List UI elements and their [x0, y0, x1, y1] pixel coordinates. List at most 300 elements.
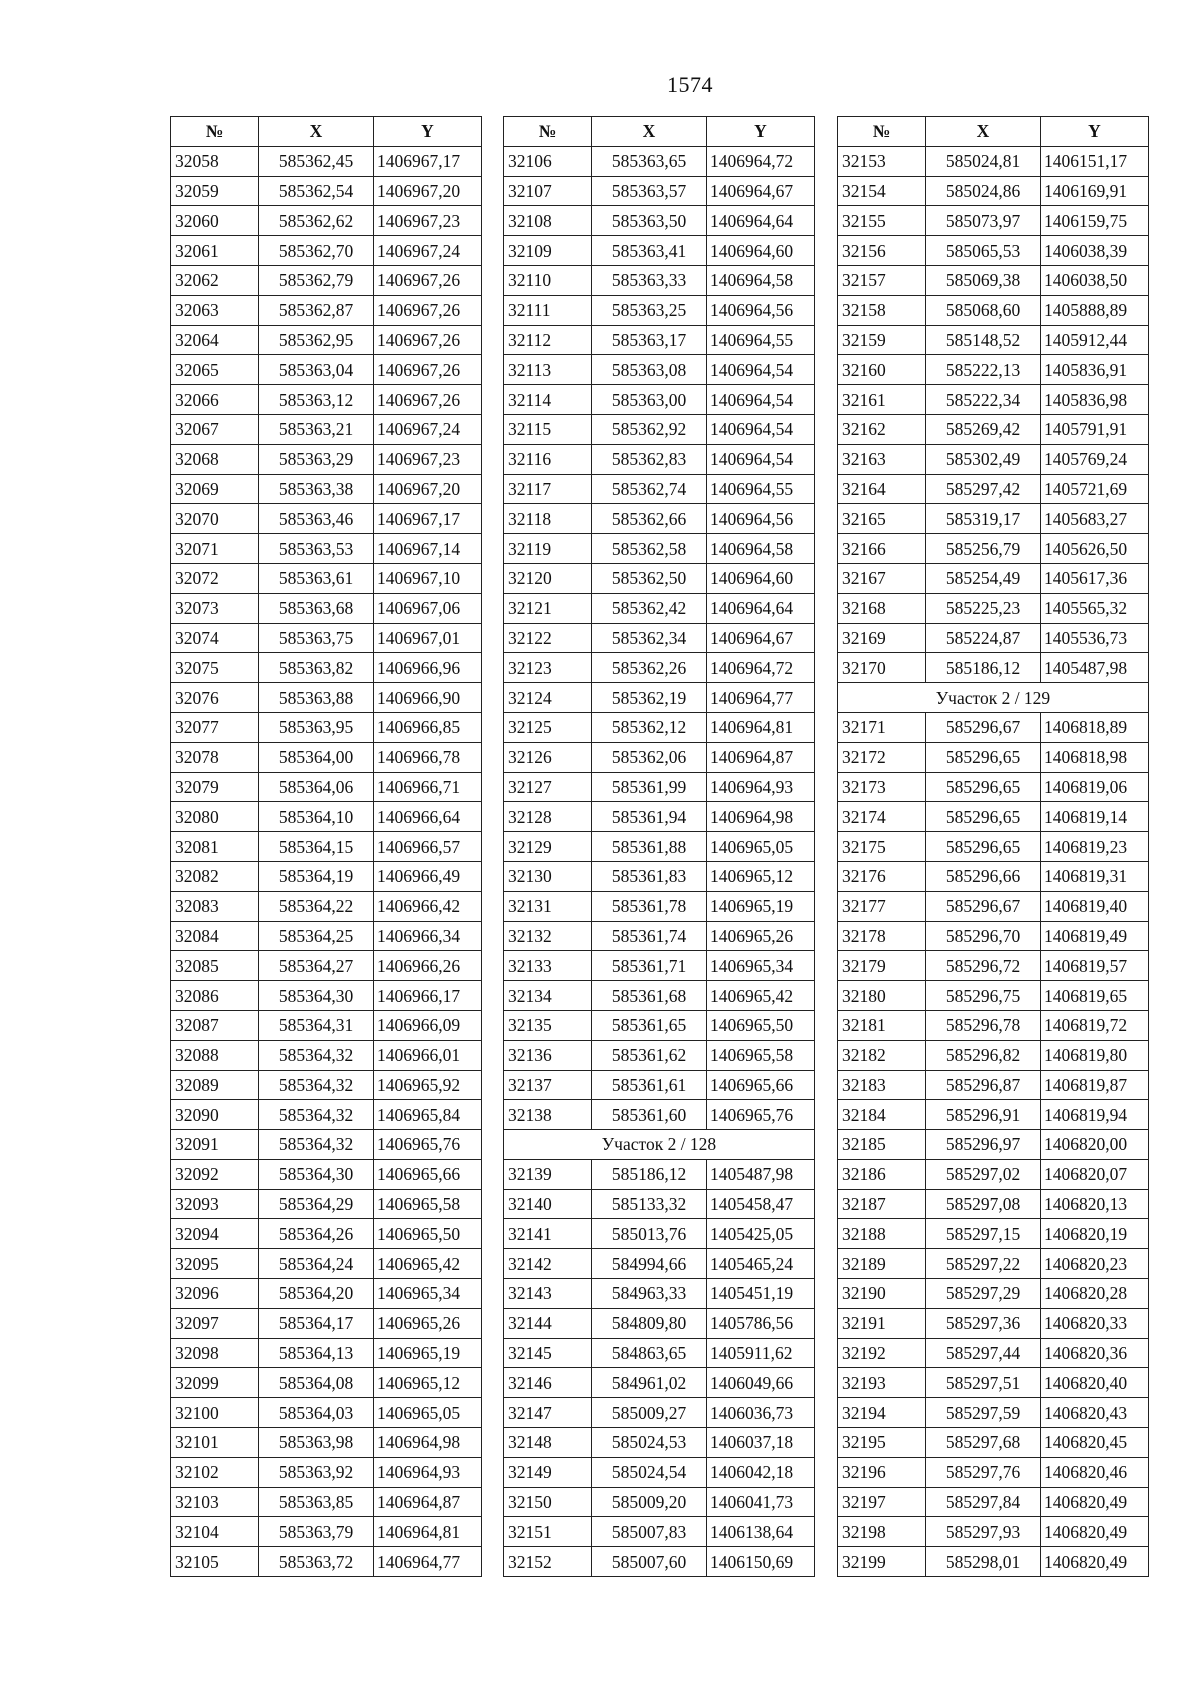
point-number-cell: 32082 [171, 861, 259, 891]
point-number-cell: 32145 [504, 1338, 592, 1368]
x-coordinate-cell: 585363,08 [592, 355, 707, 385]
y-coordinate-cell: 1405769,24 [1041, 444, 1149, 474]
point-number-cell: 32198 [838, 1517, 926, 1547]
x-coordinate-cell: 585363,50 [592, 206, 707, 236]
table-row [504, 712, 815, 742]
y-coordinate-cell: 1406819,40 [1041, 891, 1149, 921]
x-coordinate-cell: 585024,54 [592, 1457, 707, 1487]
point-number-cell: 32099 [171, 1368, 259, 1398]
x-coordinate-cell: 585296,97 [926, 1130, 1041, 1160]
y-coordinate-cell: 1406038,50 [1041, 265, 1149, 295]
table-row [838, 1547, 1149, 1577]
y-coordinate-cell: 1406965,76 [707, 1100, 815, 1130]
point-number-cell: 32062 [171, 265, 259, 295]
x-coordinate-cell: 585363,95 [259, 712, 374, 742]
table-row [838, 772, 1149, 802]
x-coordinate-cell: 585024,81 [926, 146, 1041, 176]
point-number-cell: 32170 [838, 653, 926, 683]
table-row [504, 534, 815, 564]
x-coordinate-cell: 585362,62 [259, 206, 374, 236]
point-number-cell: 32162 [838, 414, 926, 444]
y-coordinate-cell: 1406964,54 [707, 355, 815, 385]
x-coordinate-cell: 585363,61 [259, 563, 374, 593]
table-row [838, 712, 1149, 742]
table-row [504, 265, 815, 295]
x-coordinate-cell: 585364,27 [259, 951, 374, 981]
table-row [504, 355, 815, 385]
point-number-cell: 32147 [504, 1398, 592, 1428]
y-coordinate-cell: 1405791,91 [1041, 414, 1149, 444]
table-row [171, 623, 482, 653]
table-row [171, 653, 482, 683]
y-coordinate-cell: 1406037,18 [707, 1428, 815, 1458]
point-number-cell: 32083 [171, 891, 259, 921]
point-number-cell: 32167 [838, 563, 926, 593]
table-row [504, 1189, 815, 1219]
y-coordinate-cell: 1406159,75 [1041, 206, 1149, 236]
coordinates-table-1 [170, 116, 482, 1577]
y-coordinate-cell: 1406819,06 [1041, 772, 1149, 802]
x-coordinate-cell: 585364,32 [259, 1130, 374, 1160]
table-row [838, 1457, 1149, 1487]
x-coordinate-cell: 585364,25 [259, 921, 374, 951]
y-coordinate-cell: 1406964,64 [707, 206, 815, 236]
table-row [504, 325, 815, 355]
point-number-cell: 32179 [838, 951, 926, 981]
x-coordinate-cell: 585363,65 [592, 146, 707, 176]
x-coordinate-cell: 585363,98 [259, 1428, 374, 1458]
y-coordinate-cell: 1406967,01 [374, 623, 482, 653]
point-number-cell: 32146 [504, 1368, 592, 1398]
point-number-cell: 32069 [171, 474, 259, 504]
x-coordinate-cell: 585364,00 [259, 742, 374, 772]
x-coordinate-cell: 585363,82 [259, 653, 374, 683]
point-number-cell: 32135 [504, 1010, 592, 1040]
point-number-cell: 32128 [504, 802, 592, 832]
point-number-cell: 32076 [171, 683, 259, 713]
point-number-cell: 32186 [838, 1159, 926, 1189]
point-number-cell: 32171 [838, 712, 926, 742]
point-number-cell: 32149 [504, 1457, 592, 1487]
table-row [504, 176, 815, 206]
point-number-cell: 32166 [838, 534, 926, 564]
x-coordinate-cell: 585363,12 [259, 385, 374, 415]
y-coordinate-cell: 1406038,39 [1041, 236, 1149, 266]
x-coordinate-cell: 585361,74 [592, 921, 707, 951]
x-coordinate-cell: 585363,38 [259, 474, 374, 504]
table-row [838, 742, 1149, 772]
y-coordinate-cell: 1405458,47 [707, 1189, 815, 1219]
table-row [838, 1100, 1149, 1130]
x-coordinate-cell: 585296,67 [926, 891, 1041, 921]
table-row [838, 1189, 1149, 1219]
table-row [171, 1130, 482, 1160]
point-number-cell: 32183 [838, 1070, 926, 1100]
point-number-cell: 32115 [504, 414, 592, 444]
y-coordinate-cell: 1405487,98 [707, 1159, 815, 1189]
y-coordinate-cell: 1406820,49 [1041, 1517, 1149, 1547]
table-row [171, 951, 482, 981]
table-row [171, 981, 482, 1011]
header-number: № [838, 117, 926, 147]
table-row [504, 981, 815, 1011]
x-coordinate-cell: 585364,24 [259, 1249, 374, 1279]
header-x: X [926, 117, 1041, 147]
point-number-cell: 32190 [838, 1279, 926, 1309]
y-coordinate-cell: 1406819,49 [1041, 921, 1149, 951]
y-coordinate-cell: 1406965,76 [374, 1130, 482, 1160]
table-row [171, 593, 482, 623]
x-coordinate-cell: 585361,88 [592, 832, 707, 862]
x-coordinate-cell: 585065,53 [926, 236, 1041, 266]
x-coordinate-cell: 585362,19 [592, 683, 707, 713]
table-row [504, 1100, 815, 1130]
x-coordinate-cell: 585362,34 [592, 623, 707, 653]
y-coordinate-cell: 1406965,26 [707, 921, 815, 951]
point-number-cell: 32123 [504, 653, 592, 683]
table-row [838, 1368, 1149, 1398]
x-coordinate-cell: 585296,78 [926, 1010, 1041, 1040]
point-number-cell: 32086 [171, 981, 259, 1011]
y-coordinate-cell: 1406966,34 [374, 921, 482, 951]
table-row [171, 712, 482, 742]
point-number-cell: 32136 [504, 1040, 592, 1070]
point-number-cell: 32078 [171, 742, 259, 772]
y-coordinate-cell: 1405536,73 [1041, 623, 1149, 653]
table-row [171, 1159, 482, 1189]
y-coordinate-cell: 1406964,60 [707, 563, 815, 593]
y-coordinate-cell: 1406964,54 [707, 444, 815, 474]
y-coordinate-cell: 1406964,56 [707, 504, 815, 534]
header-x: X [592, 117, 707, 147]
table-row [171, 504, 482, 534]
y-coordinate-cell: 1405721,69 [1041, 474, 1149, 504]
y-coordinate-cell: 1406819,87 [1041, 1070, 1149, 1100]
table-row [504, 1040, 815, 1070]
x-coordinate-cell: 585364,03 [259, 1398, 374, 1428]
y-coordinate-cell: 1406965,26 [374, 1308, 482, 1338]
x-coordinate-cell: 585361,78 [592, 891, 707, 921]
point-number-cell: 32131 [504, 891, 592, 921]
point-number-cell: 32124 [504, 683, 592, 713]
x-coordinate-cell: 585362,54 [259, 176, 374, 206]
x-coordinate-cell: 585296,67 [926, 712, 1041, 742]
y-coordinate-cell: 1406964,67 [707, 176, 815, 206]
y-coordinate-cell: 1406967,20 [374, 474, 482, 504]
x-coordinate-cell: 585361,65 [592, 1010, 707, 1040]
x-coordinate-cell: 585069,38 [926, 265, 1041, 295]
y-coordinate-cell: 1406036,73 [707, 1398, 815, 1428]
table-row [171, 742, 482, 772]
point-number-cell: 32061 [171, 236, 259, 266]
x-coordinate-cell: 585364,08 [259, 1368, 374, 1398]
y-coordinate-cell: 1406967,26 [374, 385, 482, 415]
table-row [171, 1457, 482, 1487]
table-row [838, 1010, 1149, 1040]
x-coordinate-cell: 585296,65 [926, 802, 1041, 832]
point-number-cell: 32120 [504, 563, 592, 593]
y-coordinate-cell: 1406819,14 [1041, 802, 1149, 832]
x-coordinate-cell: 585363,85 [259, 1487, 374, 1517]
table-row [171, 861, 482, 891]
y-coordinate-cell: 1406964,60 [707, 236, 815, 266]
point-number-cell: 32175 [838, 832, 926, 862]
table-row [504, 1457, 815, 1487]
table-row [171, 265, 482, 295]
x-coordinate-cell: 585361,99 [592, 772, 707, 802]
point-number-cell: 32191 [838, 1308, 926, 1338]
x-coordinate-cell: 585024,86 [926, 176, 1041, 206]
table-row [504, 1487, 815, 1517]
table-row [504, 1070, 815, 1100]
y-coordinate-cell: 1406965,50 [374, 1219, 482, 1249]
point-number-cell: 32126 [504, 742, 592, 772]
x-coordinate-cell: 584994,66 [592, 1249, 707, 1279]
y-coordinate-cell: 1406966,26 [374, 951, 482, 981]
x-coordinate-cell: 585364,06 [259, 772, 374, 802]
point-number-cell: 32068 [171, 444, 259, 474]
y-coordinate-cell: 1406965,66 [374, 1159, 482, 1189]
y-coordinate-cell: 1405836,91 [1041, 355, 1149, 385]
x-coordinate-cell: 585296,72 [926, 951, 1041, 981]
table-row [504, 921, 815, 951]
table-row [171, 1070, 482, 1100]
x-coordinate-cell: 585297,76 [926, 1457, 1041, 1487]
point-number-cell: 32088 [171, 1040, 259, 1070]
x-coordinate-cell: 585013,76 [592, 1219, 707, 1249]
y-coordinate-cell: 1406966,01 [374, 1040, 482, 1070]
point-number-cell: 32180 [838, 981, 926, 1011]
point-number-cell: 32137 [504, 1070, 592, 1100]
y-coordinate-cell: 1406964,54 [707, 414, 815, 444]
y-coordinate-cell: 1406964,55 [707, 325, 815, 355]
y-coordinate-cell: 1405626,50 [1041, 534, 1149, 564]
y-coordinate-cell: 1406967,10 [374, 563, 482, 593]
point-number-cell: 32077 [171, 712, 259, 742]
point-number-cell: 32172 [838, 742, 926, 772]
x-coordinate-cell: 585362,79 [259, 265, 374, 295]
point-number-cell: 32155 [838, 206, 926, 236]
x-coordinate-cell: 585362,66 [592, 504, 707, 534]
table-row [504, 861, 815, 891]
y-coordinate-cell: 1406964,81 [707, 712, 815, 742]
point-number-cell: 32148 [504, 1428, 592, 1458]
y-coordinate-cell: 1406966,09 [374, 1010, 482, 1040]
table-row [171, 444, 482, 474]
x-coordinate-cell: 585297,84 [926, 1487, 1041, 1517]
y-coordinate-cell: 1406150,69 [707, 1547, 815, 1577]
table-row [838, 474, 1149, 504]
x-coordinate-cell: 585296,65 [926, 742, 1041, 772]
x-coordinate-cell: 585302,49 [926, 444, 1041, 474]
x-coordinate-cell: 585361,94 [592, 802, 707, 832]
y-coordinate-cell: 1406965,58 [707, 1040, 815, 1070]
x-coordinate-cell: 585361,68 [592, 981, 707, 1011]
y-coordinate-cell: 1406138,64 [707, 1517, 815, 1547]
table-row [838, 593, 1149, 623]
point-number-cell: 32192 [838, 1338, 926, 1368]
table-row [838, 504, 1149, 534]
y-coordinate-cell: 1406967,14 [374, 534, 482, 564]
y-coordinate-cell: 1406964,54 [707, 385, 815, 415]
y-coordinate-cell: 1405617,36 [1041, 563, 1149, 593]
table-row [838, 832, 1149, 862]
point-number-cell: 32091 [171, 1130, 259, 1160]
y-coordinate-cell: 1406820,49 [1041, 1487, 1149, 1517]
point-number-cell: 32081 [171, 832, 259, 862]
point-number-cell: 32187 [838, 1189, 926, 1219]
table-row [838, 206, 1149, 236]
header-y: Y [374, 117, 482, 147]
x-coordinate-cell: 585224,87 [926, 623, 1041, 653]
y-coordinate-cell: 1406965,12 [707, 861, 815, 891]
y-coordinate-cell: 1406966,57 [374, 832, 482, 862]
header-y: Y [1041, 117, 1149, 147]
y-coordinate-cell: 1406964,98 [707, 802, 815, 832]
x-coordinate-cell: 585362,12 [592, 712, 707, 742]
point-number-cell: 32112 [504, 325, 592, 355]
y-coordinate-cell: 1406966,85 [374, 712, 482, 742]
point-number-cell: 32071 [171, 534, 259, 564]
point-number-cell: 32178 [838, 921, 926, 951]
x-coordinate-cell: 585364,26 [259, 1219, 374, 1249]
point-number-cell: 32181 [838, 1010, 926, 1040]
x-coordinate-cell: 585362,92 [592, 414, 707, 444]
x-coordinate-cell: 585297,42 [926, 474, 1041, 504]
y-coordinate-cell: 1406818,89 [1041, 712, 1149, 742]
y-coordinate-cell: 1406819,23 [1041, 832, 1149, 862]
y-coordinate-cell: 1406819,57 [1041, 951, 1149, 981]
point-number-cell: 32127 [504, 772, 592, 802]
point-number-cell: 32087 [171, 1010, 259, 1040]
point-number-cell: 32084 [171, 921, 259, 951]
point-number-cell: 32106 [504, 146, 592, 176]
x-coordinate-cell: 585364,30 [259, 981, 374, 1011]
table-row [838, 1517, 1149, 1547]
y-coordinate-cell: 1406819,80 [1041, 1040, 1149, 1070]
table-header-row [838, 117, 1149, 147]
point-number-cell: 32142 [504, 1249, 592, 1279]
x-coordinate-cell: 585319,17 [926, 504, 1041, 534]
x-coordinate-cell: 585364,20 [259, 1279, 374, 1309]
point-number-cell: 32177 [838, 891, 926, 921]
y-coordinate-cell: 1406967,20 [374, 176, 482, 206]
point-number-cell: 32114 [504, 385, 592, 415]
y-coordinate-cell: 1406966,96 [374, 653, 482, 683]
table-row [171, 832, 482, 862]
table-row [504, 1279, 815, 1309]
table-row [838, 951, 1149, 981]
point-number-cell: 32195 [838, 1428, 926, 1458]
table-row [504, 1010, 815, 1040]
table-row [504, 1368, 815, 1398]
table-row [838, 146, 1149, 176]
y-coordinate-cell: 1406820,07 [1041, 1159, 1149, 1189]
point-number-cell: 32125 [504, 712, 592, 742]
x-coordinate-cell: 585297,51 [926, 1368, 1041, 1398]
x-coordinate-cell: 585297,22 [926, 1249, 1041, 1279]
x-coordinate-cell: 585364,13 [259, 1338, 374, 1368]
point-number-cell: 32152 [504, 1547, 592, 1577]
point-number-cell: 32121 [504, 593, 592, 623]
x-coordinate-cell: 585363,57 [592, 176, 707, 206]
point-number-cell: 32103 [171, 1487, 259, 1517]
table-row [838, 802, 1149, 832]
point-number-cell: 32113 [504, 355, 592, 385]
point-number-cell: 32111 [504, 295, 592, 325]
y-coordinate-cell: 1406966,64 [374, 802, 482, 832]
point-number-cell: 32174 [838, 802, 926, 832]
x-coordinate-cell: 585007,60 [592, 1547, 707, 1577]
y-coordinate-cell: 1406965,58 [374, 1189, 482, 1219]
x-coordinate-cell: 585364,15 [259, 832, 374, 862]
point-number-cell: 32102 [171, 1457, 259, 1487]
point-number-cell: 32139 [504, 1159, 592, 1189]
point-number-cell: 32097 [171, 1308, 259, 1338]
x-coordinate-cell: 585296,70 [926, 921, 1041, 951]
point-number-cell: 32197 [838, 1487, 926, 1517]
x-coordinate-cell: 585297,59 [926, 1398, 1041, 1428]
point-number-cell: 32060 [171, 206, 259, 236]
table-row [504, 414, 815, 444]
table-row [504, 1308, 815, 1338]
y-coordinate-cell: 1406964,67 [707, 623, 815, 653]
table-row [504, 206, 815, 236]
point-number-cell: 32117 [504, 474, 592, 504]
header-number: № [171, 117, 259, 147]
x-coordinate-cell: 585363,17 [592, 325, 707, 355]
point-number-cell: 32130 [504, 861, 592, 891]
table-row [504, 832, 815, 862]
y-coordinate-cell: 1406819,31 [1041, 861, 1149, 891]
point-number-cell: 32066 [171, 385, 259, 415]
x-coordinate-cell: 585362,45 [259, 146, 374, 176]
table-row [171, 295, 482, 325]
point-number-cell: 32064 [171, 325, 259, 355]
point-number-cell: 32176 [838, 861, 926, 891]
point-number-cell: 32095 [171, 1249, 259, 1279]
table-row [838, 623, 1149, 653]
table-row [838, 1159, 1149, 1189]
x-coordinate-cell: 585297,93 [926, 1517, 1041, 1547]
section-title: Участок 2 / 129 [838, 683, 1149, 713]
table-row [504, 1517, 815, 1547]
point-number-cell: 32116 [504, 444, 592, 474]
y-coordinate-cell: 1406169,91 [1041, 176, 1149, 206]
table-row [504, 772, 815, 802]
y-coordinate-cell: 1406965,92 [374, 1070, 482, 1100]
table-row [171, 1249, 482, 1279]
table-row [171, 1487, 482, 1517]
y-coordinate-cell: 1405786,56 [707, 1308, 815, 1338]
table-row [171, 772, 482, 802]
y-coordinate-cell: 1406964,77 [707, 683, 815, 713]
table-row [838, 295, 1149, 325]
table-row [171, 236, 482, 266]
x-coordinate-cell: 585364,17 [259, 1308, 374, 1338]
y-coordinate-cell: 1406820,33 [1041, 1308, 1149, 1338]
point-number-cell: 32189 [838, 1249, 926, 1279]
point-number-cell: 32134 [504, 981, 592, 1011]
y-coordinate-cell: 1406820,36 [1041, 1338, 1149, 1368]
x-coordinate-cell: 585363,79 [259, 1517, 374, 1547]
table-row [171, 146, 482, 176]
table-row [171, 563, 482, 593]
section-row [838, 683, 1149, 713]
table-row [504, 891, 815, 921]
x-coordinate-cell: 585362,74 [592, 474, 707, 504]
coordinates-table-2 [503, 116, 815, 1577]
